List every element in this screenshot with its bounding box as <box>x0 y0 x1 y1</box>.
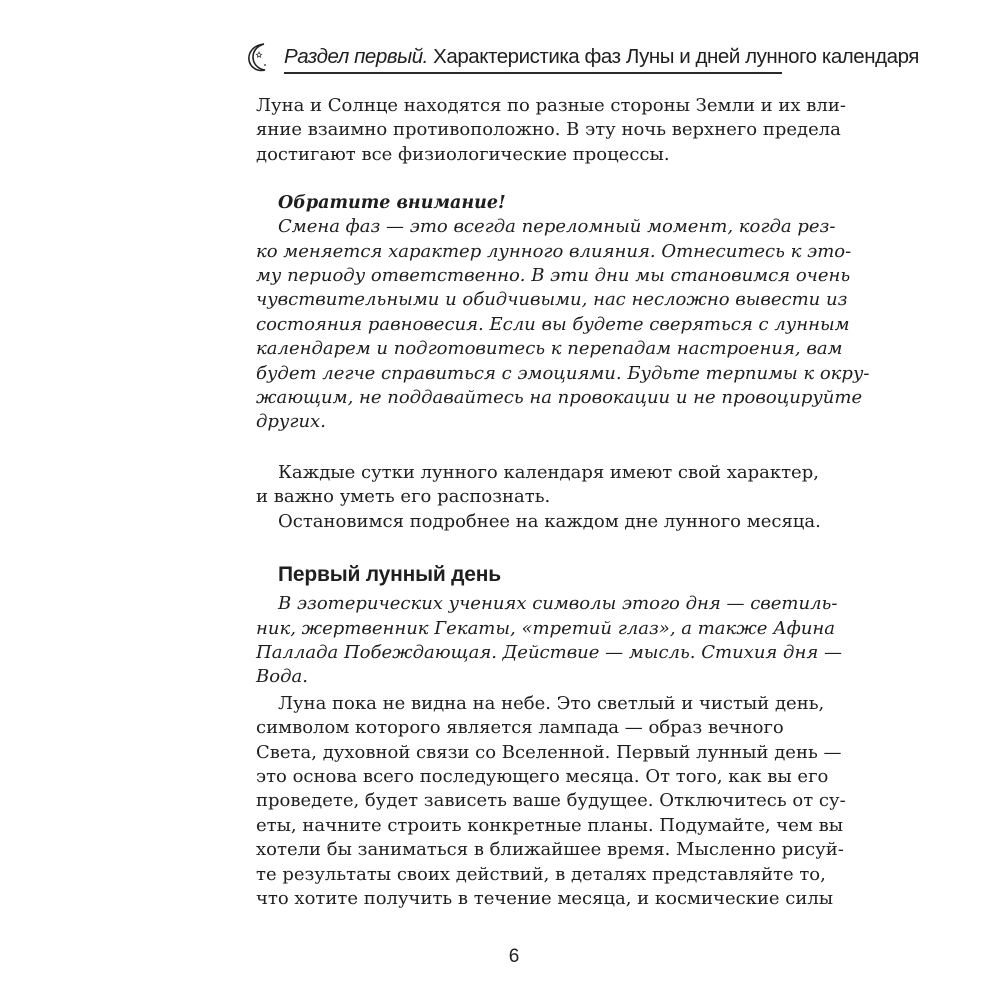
text-line: еты, начните строить конкретные планы. Подумайте, чем вы <box>256 814 844 836</box>
text-line: те результаты своих действий, в деталях представляйте то, <box>256 863 826 885</box>
page-content <box>256 94 870 911</box>
text-line: Света, духовной связи со Вселенной. Первый лунный день — <box>256 741 842 763</box>
text-line: что хотите получить в течение месяца, и космические силы <box>256 887 834 909</box>
note-paragraph <box>256 215 870 435</box>
text-line: состояния равновесия. Если вы будете сверяться с лунным <box>256 313 850 335</box>
text-line: Луна и Солнце находятся по разные стороны Земли и их вли- <box>256 95 846 116</box>
header-section-label: Раздел первый. <box>284 45 428 68</box>
text-line: Каждые сутки лунного календаря имеют свой характер, <box>278 461 819 483</box>
running-header <box>244 38 919 80</box>
text-line: и важно уметь его распознать. <box>256 486 551 508</box>
text-line: символом которого является лампада — образ вечного <box>256 717 784 739</box>
intro-paragraph <box>256 94 846 167</box>
text-line: Паллада Побеждающая. Действие — мысль. Стихия дня — <box>256 641 842 663</box>
first-day-symbols-paragraph <box>256 592 842 690</box>
text-line: хотели бы заниматься в ближайшее время. Мысленно рисуй- <box>256 839 844 861</box>
text-line: Смена фаз — это всегда переломный момент, когда рез- <box>278 216 836 238</box>
text-line: чувствительными и обидчивыми, нас несложно вывести из <box>256 289 848 311</box>
text-line: яние взаимно противоположно. В эту ночь верхнего предела <box>256 119 841 141</box>
header-title <box>284 45 919 69</box>
first-day-body-paragraph <box>256 692 846 912</box>
section-heading-first-day: Первый лунный день <box>278 563 501 587</box>
text-line: других. <box>256 411 326 433</box>
text-line: В эзотерических учениях символы этого дня — светиль- <box>278 593 838 615</box>
crescent-moon-icon <box>244 41 276 73</box>
header-rule <box>284 72 782 74</box>
text-line: календарем и подготовитесь к перепадам настроения, вам <box>256 338 843 360</box>
text-line: это основа всего последующего месяца. От того, как вы его <box>256 765 829 787</box>
text-line: Остановимся подробнее на каждом дне лунного месяца. <box>278 510 821 532</box>
text-line: ник, жертвенник Гекаты, «третий глаз», а также Афина <box>256 617 836 639</box>
header-chapter-title: Характеристика фаз Луны и дней лунного календаря <box>433 45 919 68</box>
note-block <box>256 191 870 435</box>
text-line: достигают все физиологические процессы. <box>256 143 670 165</box>
text-line: ко меняется характер лунного влияния. Отнеситесь к это- <box>256 240 852 262</box>
text-line: жающим, не поддавайтесь на провокации и не провоцируйте <box>256 387 863 409</box>
days-intro-paragraph <box>256 461 819 510</box>
text-line: Луна пока не видна на небе. Это светлый и чистый день, <box>278 692 825 714</box>
text-line: му периоду ответственно. В эти дни мы становимся очень <box>256 265 851 287</box>
note-heading: Обратите внимание! <box>278 193 506 214</box>
text-line: будет легче справиться с эмоциями. Будьте терпимы к окру- <box>256 362 870 384</box>
text-line: проведете, будет зависеть ваше будущее. Отключитесь от су- <box>256 790 846 812</box>
page-number: 6 <box>508 946 520 967</box>
days-intro-paragraph-2 <box>256 510 821 534</box>
text-line: Вода. <box>256 666 308 688</box>
